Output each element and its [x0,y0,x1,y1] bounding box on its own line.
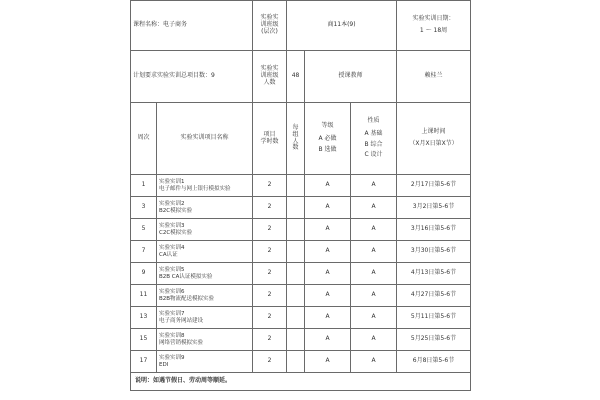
col-level-opt: B 选做 [318,145,337,153]
row-project-name [157,285,253,307]
row-time: 3月16日第5-6节 [397,219,471,241]
class-label-cell [253,1,287,51]
row-project-line: 网络营销模拟实验 [159,339,204,346]
row-project-line: 实验实训3 [159,223,185,230]
table-row [131,307,471,329]
col-nature-opt: B 综合 [364,140,383,148]
row-nature: A [351,285,397,307]
row-hours: 2 [253,285,287,307]
class-size-line: 实验实 [260,65,279,73]
table-row [131,197,471,219]
row-nature: A [351,329,397,351]
row-hours: 2 [253,219,287,241]
row-nature: A [351,307,397,329]
row-level: A [305,329,351,351]
date-value: 1 ～ 18周 [419,27,448,34]
row-nature: A [351,241,397,263]
row-group [287,219,305,241]
row-time: 6月8日第5-6节 [397,351,471,373]
col-hours-header [253,103,287,175]
row-hours: 2 [253,329,287,351]
teacher-name-cell: 赖桂兰 [397,51,471,103]
project-count-cell: 计划要求实验实训总项目数：9 [131,51,253,103]
row-nature: A [351,219,397,241]
col-level-title: 等级 [321,122,334,130]
row-week: 1 [131,175,157,197]
row-hours: 2 [253,263,287,285]
row-group [287,351,305,373]
class-size-line: 训班级 [260,72,279,80]
row-project-name [157,351,253,373]
row-project-line: 实验实训5 [159,267,185,274]
class-size-value-cell: 48 [287,51,305,103]
col-nature-opt: C 设计 [364,151,383,159]
row-group [287,241,305,263]
row-time: 5月25日第5-6节 [397,329,471,351]
row-project-line: 实验实训8 [159,333,185,340]
row-level: A [305,241,351,263]
course-name-cell: 课程名称：电子商务 [131,1,253,51]
row-week: 17 [131,351,157,373]
row-group [287,197,305,219]
row-time: 2月17日第5-6节 [397,175,471,197]
col-nature-opt: A 基础 [364,129,383,137]
row-time: 3月30日第5-6节 [397,241,471,263]
row-project-name [157,307,253,329]
note-cell: 说明：如遇节假日、劳动周等顺延。 [131,373,471,391]
row-time: 3月2日第5-6节 [397,197,471,219]
row-project-line: 实验实训9 [159,355,185,362]
row-project-line: 实验实训2 [159,201,185,208]
row-project-line: 电子商务网站建设 [159,317,204,324]
col-nature-header [351,103,397,175]
row-hours: 2 [253,175,287,197]
col-time-line: 上课时间 [421,128,446,136]
date-cell [397,1,471,51]
row-project-line: 实验实训4 [159,245,185,252]
row-project-line: C2C模拟实验 [159,229,193,236]
row-level: A [305,307,351,329]
table-row [131,329,471,351]
col-group-line: 组 [292,130,299,138]
column-header-row [131,103,471,175]
row-hours: 2 [253,351,287,373]
row-level: A [305,263,351,285]
row-level: A [305,219,351,241]
row-group [287,307,305,329]
col-level-opt: A 必做 [318,135,337,143]
row-hours: 2 [253,307,287,329]
col-group-line: 每 [292,123,299,131]
row-nature: A [351,175,397,197]
row-week: 7 [131,241,157,263]
row-project-line: CA认证 [159,251,178,258]
table-row [131,263,471,285]
row-level: A [305,175,351,197]
class-value-cell: 商11本(9) [287,1,397,51]
col-week-header: 周次 [131,103,157,175]
row-hours: 2 [253,197,287,219]
row-group [287,175,305,197]
table-row [131,175,471,197]
schedule-sheet [130,0,470,400]
row-level: A [305,351,351,373]
row-project-line: B2B CA认证模拟实验 [159,273,213,280]
table-row [131,285,471,307]
col-group-line: 人 [292,137,299,145]
row-project-name [157,219,253,241]
row-week: 9 [131,263,157,285]
row-time: 4月27日第5-6节 [397,285,471,307]
table-row [131,219,471,241]
class-label-line: 训班级 [260,21,279,29]
row-nature: A [351,197,397,219]
col-hours-line: 项目 [263,130,276,138]
row-week: 3 [131,197,157,219]
table-row [131,241,471,263]
row-group [287,263,305,285]
header-row-count [131,51,471,103]
row-nature: A [351,351,397,373]
row-project-name [157,175,253,197]
col-group-line: 数 [292,144,299,152]
row-project-line: B2B物流配送模拟实验 [159,295,215,302]
class-label-line: (层次) [261,27,278,35]
row-project-name [157,329,253,351]
row-project-line: 实验实训1 [159,179,185,186]
col-time-header [397,103,471,175]
row-project-line: 电子邮件与网上银行模拟实验 [159,185,231,192]
row-project-name [157,241,253,263]
note-row [131,373,471,391]
row-hours: 2 [253,241,287,263]
row-week: 13 [131,307,157,329]
col-nature-title: 性质 [367,116,380,124]
row-week: 15 [131,329,157,351]
class-label-line: 实验实 [260,14,279,22]
class-size-label-cell [253,51,287,103]
table-row [131,351,471,373]
row-project-line: 实验实训6 [159,289,185,296]
row-project-name [157,197,253,219]
row-nature: A [351,263,397,285]
row-project-line: 实验实训7 [159,311,185,318]
row-time: 5月11日第5-6节 [397,307,471,329]
row-project-line: EDI [159,361,169,368]
col-project-header: 实验实训项目名称 [157,103,253,175]
row-time: 4月13日第5-6节 [397,263,471,285]
row-week: 11 [131,285,157,307]
teacher-label-cell: 授课教师 [305,51,397,103]
schedule-table [130,0,471,391]
col-time-line: （X月X日第X节） [409,140,458,147]
row-project-name [157,263,253,285]
class-size-line: 人数 [263,78,276,86]
row-level: A [305,285,351,307]
row-project-line: B2C模拟实验 [159,207,193,214]
date-label: 实验实训日期： [412,15,455,23]
header-row-course [131,1,471,51]
row-group [287,285,305,307]
col-hours-line: 学时数 [260,137,279,145]
col-level-header [305,103,351,175]
row-group [287,329,305,351]
row-week: 5 [131,219,157,241]
row-level: A [305,197,351,219]
col-group-header [287,103,305,175]
